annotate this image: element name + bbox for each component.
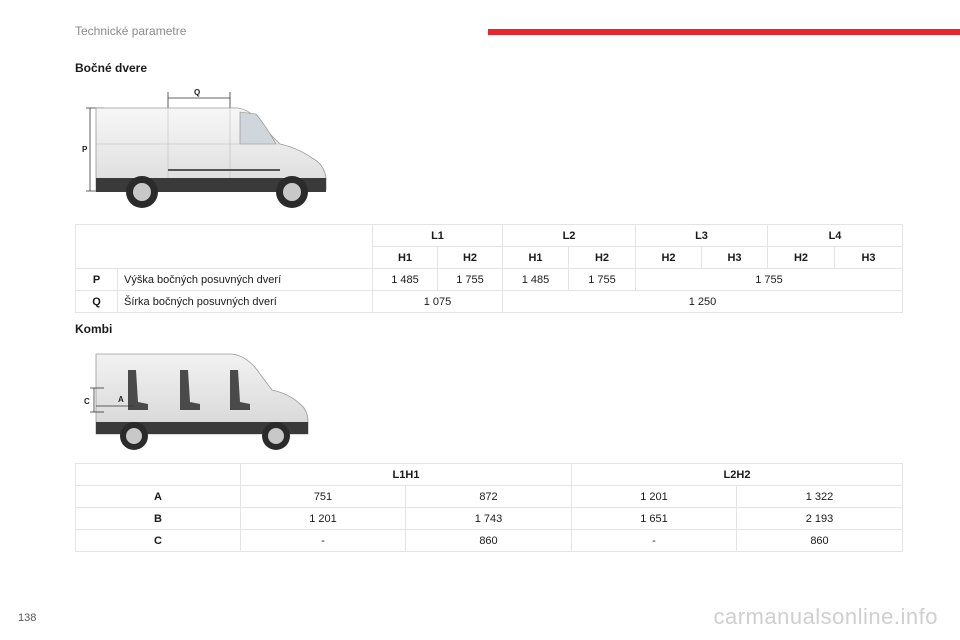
column-header: L1H1 [241, 464, 572, 486]
kombi-van-illustration [82, 346, 314, 450]
height-header: H2 [438, 247, 503, 269]
table-cell: 1 651 [572, 508, 737, 530]
table-cell: 2 193 [737, 508, 903, 530]
table-cell: - [572, 530, 737, 552]
table-cell: 1 485 [503, 269, 569, 291]
table-row [76, 508, 903, 530]
height-header: H1 [373, 247, 438, 269]
dimension-label-p: P [82, 145, 88, 154]
table-cell: 1 485 [373, 269, 438, 291]
panel-van-illustration [80, 86, 340, 216]
row-code: P [76, 269, 118, 291]
length-header: L4 [768, 225, 903, 247]
table-row [76, 269, 903, 291]
table-row [76, 291, 903, 313]
length-header: L2 [503, 225, 636, 247]
table-cell: 1 075 [373, 291, 503, 313]
height-header: H2 [768, 247, 835, 269]
row-description: Výška bočných posuvných dverí [118, 269, 373, 291]
row-code: Q [76, 291, 118, 313]
length-header: L1 [373, 225, 503, 247]
row-code: B [76, 508, 241, 530]
page-header-title: Technické parametre [75, 24, 187, 38]
table-cell: 1 755 [636, 269, 903, 291]
kombi-dimensions-table [75, 463, 903, 552]
height-header: H2 [636, 247, 702, 269]
table-cell: 860 [406, 530, 572, 552]
table-cell: 1 250 [503, 291, 903, 313]
table-cell: 860 [737, 530, 903, 552]
dimension-label-q: Q [194, 88, 201, 97]
section-title-side-doors: Bočné dvere [75, 61, 148, 75]
table-cell: 1 755 [569, 269, 636, 291]
row-description: Šírka bočných posuvných dverí [118, 291, 373, 313]
dimension-label-c: C [84, 397, 90, 406]
table-cell: 1 322 [737, 486, 903, 508]
row-code: A [76, 486, 241, 508]
table-cell: 1 201 [241, 508, 406, 530]
table-cell: 1 755 [438, 269, 503, 291]
watermark-text: carmanualsonline.info [713, 604, 938, 629]
row-code: C [76, 530, 241, 552]
table-cell: - [241, 530, 406, 552]
dimension-label-a: A [118, 395, 124, 404]
page-number: 138 [18, 612, 37, 624]
table-cell: 872 [406, 486, 572, 508]
height-header: H1 [503, 247, 569, 269]
height-header: H2 [569, 247, 636, 269]
table-row [76, 530, 903, 552]
length-header: L3 [636, 225, 768, 247]
table-row [76, 486, 903, 508]
table-cell: 1 201 [572, 486, 737, 508]
height-header: H3 [835, 247, 903, 269]
table-row [76, 464, 903, 486]
side-door-dimensions-table [75, 224, 903, 313]
table-cell: 1 743 [406, 508, 572, 530]
table-row [76, 225, 903, 247]
header-accent-bar [488, 29, 960, 35]
height-header: H3 [702, 247, 768, 269]
column-header: L2H2 [572, 464, 903, 486]
section-title-kombi: Kombi [75, 322, 113, 336]
table-cell: 751 [241, 486, 406, 508]
